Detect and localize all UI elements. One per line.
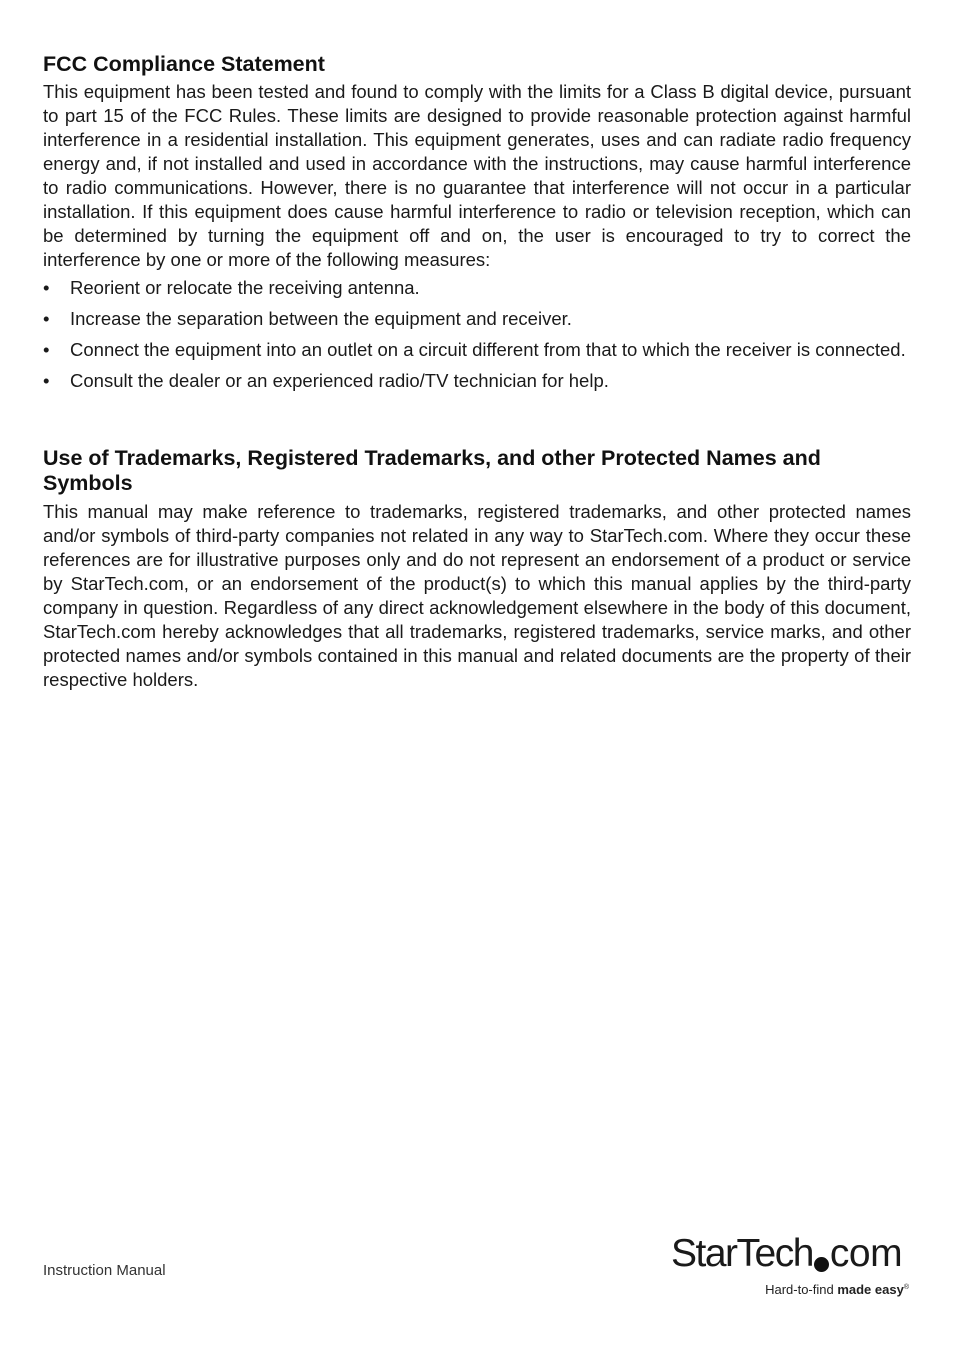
fcc-paragraph: This equipment has been tested and found to comply with the limits for a Class B digital device, pursuant to part 15 of the FCC Rules. These limits are designed to provide reasonable protection against harmful interference in a residential installation. This equipment generates, uses and can radiate radio frequency energy and, if not installed and used in accordance with the instructions, may cause harmful interference to radio communications. However, there is no guarantee that interference will not occur in a particular installation. If this equipment does cause harmful interference to radio or television reception, which can be determined by turning the equipment off and on, the user is encouraged to try to correct the interference by one or more of the following measures: — [43, 81, 911, 270]
bullet-icon: • — [43, 277, 50, 298]
list-item — [43, 371, 911, 390]
list-item-text: Connect the equipment into an outlet on a circuit different from that to which the receiver is connected. — [70, 339, 906, 360]
tagline-bold: made easy — [837, 1282, 904, 1297]
logo-suffix: com — [829, 1232, 903, 1275]
fcc-heading: FCC Compliance Statement — [43, 52, 325, 76]
bullet-icon: • — [43, 308, 50, 329]
list-item — [43, 340, 911, 359]
bullet-icon: • — [43, 339, 50, 360]
logo-brand: StarTech — [671, 1232, 813, 1275]
list-item-text: Reorient or relocate the receiving antenna. — [70, 277, 420, 298]
bullet-icon: • — [43, 370, 50, 391]
list-item — [43, 278, 911, 297]
trademarks-heading: Use of Trademarks, Registered Trademarks, and other Protected Names and Symbols — [43, 446, 821, 495]
trademarks-paragraph: This manual may make reference to trademarks, registered trademarks, and other protected names and/or symbols of third-party companies not related in any way to StarTech.com. Where they occur these references are for illustrative purposes only and do not represent an endorsement of a product or service by StarTech.com, or an endorsement of the product(s) to which this manual applies by the third-party company in question. Regardless of any direct acknowledgement elsewhere in the body of this document, StarTech.com hereby acknowledges that all trademarks, registered trademarks, service marks, and other protected names and/or symbols contained in this manual and related documents are the property of their respective holders. — [43, 501, 911, 690]
document-page — [43, 52, 911, 692]
list-item-text: Increase the separation between the equipment and receiver. — [70, 308, 572, 329]
list-item-text: Consult the dealer or an experienced radio/TV technician for help. — [70, 370, 609, 391]
section-spacer — [43, 402, 911, 446]
tagline-plain: Hard-to-find — [765, 1282, 838, 1297]
logo-tagline — [765, 1282, 909, 1297]
registered-mark: ® — [903, 1284, 909, 1291]
logo-dot-icon — [814, 1257, 829, 1272]
fcc-measures-list — [43, 278, 911, 390]
list-item — [43, 309, 911, 328]
footer-label: Instruction Manual — [43, 1262, 166, 1279]
startech-logo — [671, 1230, 911, 1305]
logo-wordmark — [671, 1230, 902, 1278]
